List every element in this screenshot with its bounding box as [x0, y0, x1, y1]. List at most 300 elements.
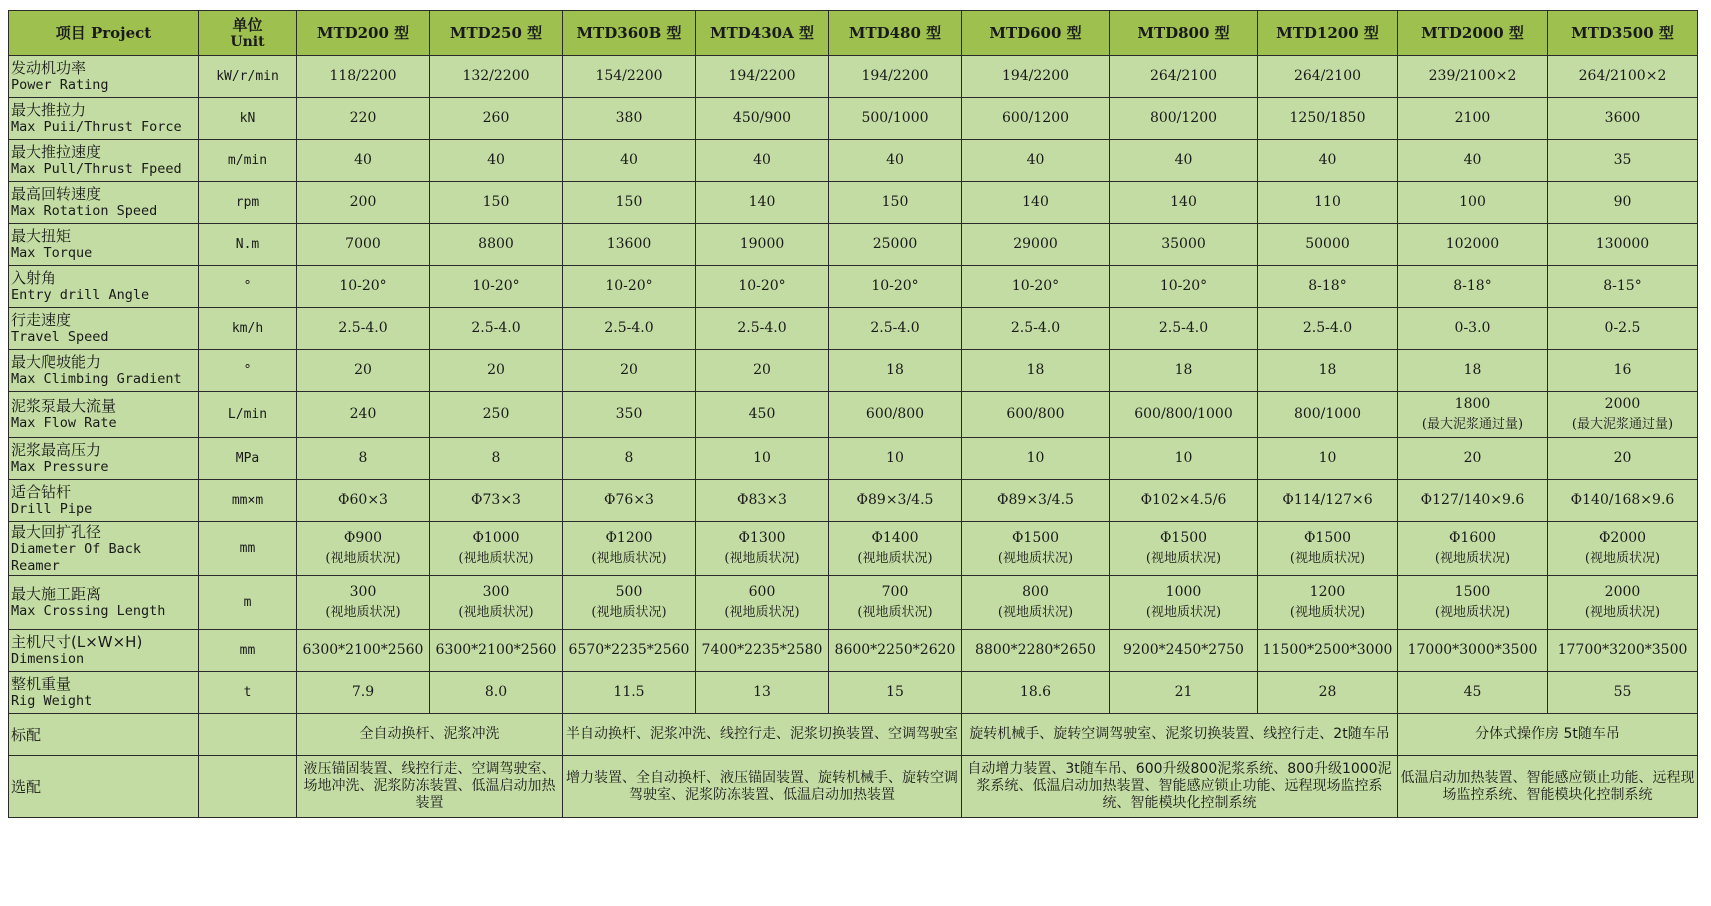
value-note: (视地质状况) [325, 605, 401, 621]
row-label [9, 140, 199, 182]
value-main: 264/2100 [1149, 68, 1218, 85]
value-cell [1548, 576, 1698, 630]
value-note: (视地质状况) [591, 551, 667, 567]
value-cell [563, 182, 696, 224]
value-main: 8600*2250*2620 [834, 642, 956, 659]
value-cell [962, 576, 1110, 630]
value-main: 20 [1463, 450, 1482, 467]
value-main: 8800*2280*2650 [975, 642, 1096, 659]
value-main: 40 [886, 152, 904, 169]
value-note: (视地质状况) [458, 551, 534, 567]
value-main: 194/2200 [1001, 68, 1070, 85]
value-cell [1258, 480, 1398, 522]
value-cell [430, 140, 563, 182]
value-main: 600/1200 [1001, 110, 1070, 127]
value-main: 20 [487, 362, 505, 379]
value-main: Φ2000 [1598, 530, 1647, 547]
value-cell [1548, 140, 1698, 182]
value-main: 8.0 [484, 684, 508, 701]
value-main: 8 [624, 450, 634, 467]
value-cell [829, 350, 962, 392]
value-main: 18.6 [1019, 684, 1052, 701]
value-note: (视地质状况) [458, 605, 534, 621]
value-cell [430, 182, 563, 224]
value-main: 15 [886, 684, 904, 701]
value-cell [1548, 56, 1698, 98]
value-main: 10 [1318, 450, 1337, 467]
value-cell [1398, 266, 1548, 308]
value-main: 40 [1318, 152, 1337, 169]
value-note: (视地质状况) [724, 551, 800, 567]
spec-row [9, 630, 1698, 672]
value-main: 20 [620, 362, 638, 379]
value-cell [696, 224, 829, 266]
value-cell [1398, 630, 1548, 672]
row-label [9, 98, 199, 140]
value-cell [430, 438, 563, 480]
value-main: 300 [482, 584, 510, 601]
row-label-en: Max Crossing Length [11, 603, 166, 620]
value-main: 600/800 [1006, 406, 1065, 423]
value-main: 13 [753, 684, 771, 701]
value-cell [563, 438, 696, 480]
value-main: 10-20° [738, 278, 786, 295]
value-main: 150 [615, 194, 643, 211]
value-cell [1110, 98, 1258, 140]
value-main: 10-20° [1011, 278, 1060, 295]
value-cell [1110, 224, 1258, 266]
value-cell [1398, 438, 1548, 480]
row-label-en: Diameter Of Back Reamer [11, 541, 142, 574]
value-main: 45 [1463, 684, 1482, 701]
value-cell [696, 576, 829, 630]
value-cell [962, 266, 1110, 308]
value-cell [829, 224, 962, 266]
value-main: 0-3.0 [1454, 320, 1491, 337]
value-cell [1258, 182, 1398, 224]
value-main: 1500 [1454, 584, 1491, 601]
value-cell [1398, 98, 1548, 140]
value-main: 2100 [1454, 110, 1491, 127]
value-main: 10 [886, 450, 904, 467]
value-cell [297, 98, 430, 140]
header-unit-cn: 单位 [232, 15, 263, 34]
value-main: 450 [748, 406, 776, 423]
value-cell [297, 224, 430, 266]
row-label [9, 392, 199, 438]
value-note: (视地质状况) [1289, 551, 1366, 567]
row-label [9, 522, 199, 576]
value-cell [962, 308, 1110, 350]
value-cell [563, 56, 696, 98]
value-main: 600/800/1000 [1134, 406, 1233, 423]
value-cell [563, 308, 696, 350]
row-label-en: Max Pull/Thrust Fpeed [11, 161, 182, 178]
value-cell [829, 308, 962, 350]
value-cell [1548, 266, 1698, 308]
standard-group-4: 分体式操作房 5t随车吊 [1398, 714, 1698, 756]
value-main: 18 [1463, 362, 1482, 379]
value-cell [563, 522, 696, 576]
value-cell [829, 56, 962, 98]
header-unit [199, 11, 297, 56]
value-cell [829, 438, 962, 480]
value-cell [1258, 576, 1398, 630]
row-label-cn: 最高回转速度 [11, 185, 102, 204]
value-cell [829, 672, 962, 714]
value-main: 7000 [345, 236, 381, 253]
value-main: 2.5-4.0 [1302, 320, 1353, 337]
value-main: 17700*3200*3500 [1557, 642, 1688, 659]
value-cell [1398, 308, 1548, 350]
value-main: 9200*2450*2750 [1123, 642, 1244, 659]
value-main: 25000 [872, 236, 918, 253]
row-label [9, 266, 199, 308]
value-cell [829, 98, 962, 140]
value-cell [297, 438, 430, 480]
row-label-cn: 最大推拉速度 [11, 143, 102, 162]
value-main: Φ1200 [605, 530, 653, 547]
value-cell [1548, 350, 1698, 392]
value-main: 18 [1026, 362, 1045, 379]
value-main: 140 [1022, 194, 1049, 211]
value-cell [1398, 140, 1548, 182]
value-cell [696, 98, 829, 140]
value-cell [962, 182, 1110, 224]
value-main: 1800 [1454, 396, 1491, 413]
value-cell [696, 630, 829, 672]
value-cell [1398, 350, 1548, 392]
header-row [9, 11, 1698, 56]
value-main: 10-20° [871, 278, 919, 295]
value-main: 800/1000 [1293, 406, 1362, 423]
spec-row [9, 576, 1698, 630]
value-main: 7.9 [351, 684, 375, 701]
value-main: 130000 [1595, 236, 1650, 253]
value-main: 700 [881, 584, 909, 601]
value-main: Φ1600 [1448, 530, 1497, 547]
row-label-en: Max Climbing Gradient [11, 371, 182, 388]
optional-group-3: 自动增力装置、3t随车吊、600升级800泥浆系统、800升级1000泥浆系统、低温启动加热装置、智能感应锁止功能、远程现场监控系统、智能模块化控制系统 [962, 756, 1398, 818]
value-cell [430, 630, 563, 672]
value-cell [829, 522, 962, 576]
value-cell [297, 392, 430, 438]
row-label-en: Travel Speed [11, 329, 109, 346]
value-note: (视地质状况) [1145, 551, 1222, 567]
row-unit: rpm [199, 182, 297, 224]
value-main: 6300*2100*2560 [302, 642, 424, 659]
value-main: 18 [1174, 362, 1193, 379]
value-cell [1110, 140, 1258, 182]
value-cell [430, 350, 563, 392]
row-label [9, 438, 199, 480]
row-label-cn: 适合钻杆 [11, 483, 72, 502]
value-note: (最大泥浆通过量) [1421, 417, 1524, 433]
value-cell [1110, 266, 1258, 308]
value-main: 20 [1613, 450, 1632, 467]
row-label-en: Rig Weight [11, 693, 93, 710]
value-cell [1548, 98, 1698, 140]
standard-group-2: 半自动换杆、泥浆冲洗、线控行走、泥浆切换装置、空调驾驶室 [563, 714, 962, 756]
row-unit: mm×m [199, 480, 297, 522]
value-cell [1398, 480, 1548, 522]
value-cell [962, 98, 1110, 140]
value-cell [430, 480, 563, 522]
spec-row [9, 140, 1698, 182]
value-main: 35000 [1161, 236, 1206, 253]
row-label-en: Entry drill Angle [11, 287, 150, 304]
value-cell [430, 98, 563, 140]
value-cell [1258, 672, 1398, 714]
value-note: (视地质状况) [724, 605, 800, 621]
value-cell [1258, 630, 1398, 672]
row-label-cn: 最大扭矩 [11, 227, 72, 246]
row-label-cn: 最大爬坡能力 [11, 353, 102, 372]
value-main: Φ114/127×6 [1282, 492, 1373, 509]
value-cell [563, 392, 696, 438]
value-main: 200 [349, 194, 377, 211]
value-note: (视地质状况) [1434, 605, 1511, 621]
value-main: 40 [1174, 152, 1193, 169]
row-label [9, 480, 199, 522]
value-main: 18 [886, 362, 904, 379]
value-note: (视地质状况) [997, 605, 1074, 621]
value-cell [1110, 438, 1258, 480]
row-label-en: Max Flow Rate [11, 415, 117, 432]
value-main: Φ1500 [1011, 530, 1060, 547]
value-main: 10 [1174, 450, 1193, 467]
value-main: 260 [482, 110, 510, 127]
optional-label-text: 选配 [11, 777, 42, 796]
row-label-cn: 泥浆泵最大流量 [11, 397, 117, 416]
value-cell [962, 392, 1110, 438]
value-note: (视地质状况) [1584, 551, 1661, 567]
value-main: 8-18° [1453, 278, 1492, 295]
value-main: 10-20° [605, 278, 653, 295]
value-cell [1548, 630, 1698, 672]
value-cell [696, 522, 829, 576]
value-cell [563, 480, 696, 522]
header-project: 项目 Project [9, 11, 199, 56]
value-cell [1258, 266, 1398, 308]
value-cell [962, 480, 1110, 522]
value-cell [1258, 350, 1398, 392]
row-label-cn: 行走速度 [11, 311, 72, 330]
spec-row [9, 224, 1698, 266]
row-unit: N.m [199, 224, 297, 266]
value-note: (视地质状况) [857, 551, 933, 567]
row-label [9, 308, 199, 350]
row-label-cn: 主机尺寸(L×W×H) [11, 633, 143, 652]
value-main: 600 [748, 584, 776, 601]
value-cell [297, 182, 430, 224]
optional-group-2: 增力装置、全自动换杆、液压锚固装置、旋转机械手、旋转空调驾驶室、泥浆防冻装置、低温启动加热装置 [563, 756, 962, 818]
header-model: MTD2000 型 [1398, 11, 1548, 56]
value-cell [430, 576, 563, 630]
value-main: 264/2100 [1293, 68, 1362, 85]
value-cell [696, 266, 829, 308]
spec-row [9, 308, 1698, 350]
value-main: 264/2100×2 [1578, 68, 1667, 85]
value-cell [829, 480, 962, 522]
value-main: 500/1000 [861, 110, 929, 127]
value-cell [563, 672, 696, 714]
standard-group-3: 旋转机械手、旋转空调驾驶室、泥浆切换装置、线控行走、2t随车吊 [962, 714, 1398, 756]
value-main: 1200 [1309, 584, 1346, 601]
value-cell [1110, 522, 1258, 576]
value-cell [1398, 182, 1548, 224]
standard-label [9, 714, 199, 756]
value-main: Φ102×4.5/6 [1140, 492, 1227, 509]
value-cell [1110, 350, 1258, 392]
value-cell [1110, 630, 1258, 672]
value-cell [962, 522, 1110, 576]
value-cell [563, 630, 696, 672]
value-main: 1000 [1165, 584, 1202, 601]
header-model: MTD360B 型 [563, 11, 696, 56]
header-model: MTD480 型 [829, 11, 962, 56]
value-cell [1258, 392, 1398, 438]
value-main: 2000 [1604, 396, 1641, 413]
value-main: Φ89×3/4.5 [856, 492, 934, 509]
value-main: 11.5 [613, 684, 645, 701]
value-cell [1258, 522, 1398, 576]
value-cell [696, 392, 829, 438]
value-cell [1398, 576, 1548, 630]
value-cell [1548, 522, 1698, 576]
value-main: 10-20° [472, 278, 520, 295]
header-model: MTD3500 型 [1548, 11, 1698, 56]
value-main: 18 [1318, 362, 1337, 379]
value-main: 20 [354, 362, 372, 379]
value-cell [1110, 576, 1258, 630]
value-cell [1258, 438, 1398, 480]
row-label [9, 56, 199, 98]
spec-row [9, 350, 1698, 392]
config-body [9, 714, 1698, 818]
row-unit: MPa [199, 438, 297, 480]
value-cell [696, 438, 829, 480]
spec-row [9, 480, 1698, 522]
value-cell [297, 140, 430, 182]
row-unit: kN [199, 98, 297, 140]
row-unit: kW/r/min [199, 56, 297, 98]
value-main: 110 [1314, 194, 1341, 211]
value-cell [297, 522, 430, 576]
value-note: (视地质状况) [1584, 605, 1661, 621]
value-cell [297, 630, 430, 672]
value-cell [696, 672, 829, 714]
value-main: 350 [615, 406, 643, 423]
value-main: Φ76×3 [604, 492, 654, 509]
row-unit: m [199, 576, 297, 630]
value-main: 35 [1613, 152, 1632, 169]
value-cell [829, 630, 962, 672]
row-label-en: Max Puii/Thrust Force [11, 119, 182, 136]
value-main: 90 [1613, 194, 1632, 211]
row-label [9, 672, 199, 714]
value-cell [1110, 480, 1258, 522]
value-cell [1398, 392, 1548, 438]
value-cell [297, 480, 430, 522]
value-main: 11500*2500*3000 [1262, 642, 1393, 659]
value-main: 16 [1613, 362, 1632, 379]
value-cell [1110, 672, 1258, 714]
value-main: Φ127/140×9.6 [1420, 492, 1525, 509]
value-cell [829, 182, 962, 224]
value-cell [1398, 224, 1548, 266]
row-label-cn: 最大回扩孔径 [11, 523, 102, 542]
value-main: 194/2200 [861, 68, 929, 85]
value-main: 140 [748, 194, 776, 211]
value-note: (视地质状况) [1145, 605, 1222, 621]
value-main: 8-18° [1308, 278, 1347, 295]
value-cell [962, 56, 1110, 98]
value-main: 2.5-4.0 [870, 320, 920, 337]
value-main: 7400*2235*2580 [701, 642, 823, 659]
value-main: 40 [354, 152, 372, 169]
row-label-en: Drill Pipe [11, 501, 93, 518]
row-label-en: Power Rating [11, 77, 109, 94]
value-main: 1250/1850 [1289, 110, 1366, 127]
value-main: 20 [753, 362, 771, 379]
value-cell [430, 224, 563, 266]
value-main: 2.5-4.0 [737, 320, 787, 337]
row-label-en: Max Pressure [11, 459, 109, 476]
value-main: 100 [1459, 194, 1486, 211]
value-note: (视地质状况) [325, 551, 401, 567]
value-main: 600/800 [865, 406, 925, 423]
value-main: 17000*3000*3500 [1407, 642, 1538, 659]
value-cell [1258, 308, 1398, 350]
header-model: MTD800 型 [1110, 11, 1258, 56]
value-main: 40 [487, 152, 505, 169]
value-cell [1110, 308, 1258, 350]
value-main: 40 [1463, 152, 1482, 169]
value-cell [1548, 480, 1698, 522]
value-cell [1548, 308, 1698, 350]
value-cell [1398, 672, 1548, 714]
value-cell [1548, 224, 1698, 266]
value-main: 2.5-4.0 [1158, 320, 1209, 337]
value-cell [563, 576, 696, 630]
spec-row [9, 56, 1698, 98]
value-cell [962, 140, 1110, 182]
value-cell [1258, 56, 1398, 98]
value-cell [563, 98, 696, 140]
value-cell [1548, 672, 1698, 714]
value-main: 150 [881, 194, 909, 211]
standard-unit [199, 714, 297, 756]
value-main: Φ900 [343, 530, 383, 547]
header-unit-en: Unit [230, 33, 265, 50]
value-main: 55 [1613, 684, 1632, 701]
value-main: 8 [491, 450, 501, 467]
value-main: Φ73×3 [471, 492, 521, 509]
value-main: 8-15° [1603, 278, 1642, 295]
value-main: 240 [349, 406, 377, 423]
value-main: 150 [482, 194, 510, 211]
value-cell [1110, 56, 1258, 98]
spec-row [9, 522, 1698, 576]
value-note: (视地质状况) [591, 605, 667, 621]
value-cell [1258, 224, 1398, 266]
value-main: 2000 [1604, 584, 1641, 601]
spec-row [9, 392, 1698, 438]
row-unit: mm [199, 522, 297, 576]
value-main: 140 [1170, 194, 1197, 211]
row-label-cn: 最大施工距离 [11, 585, 102, 604]
